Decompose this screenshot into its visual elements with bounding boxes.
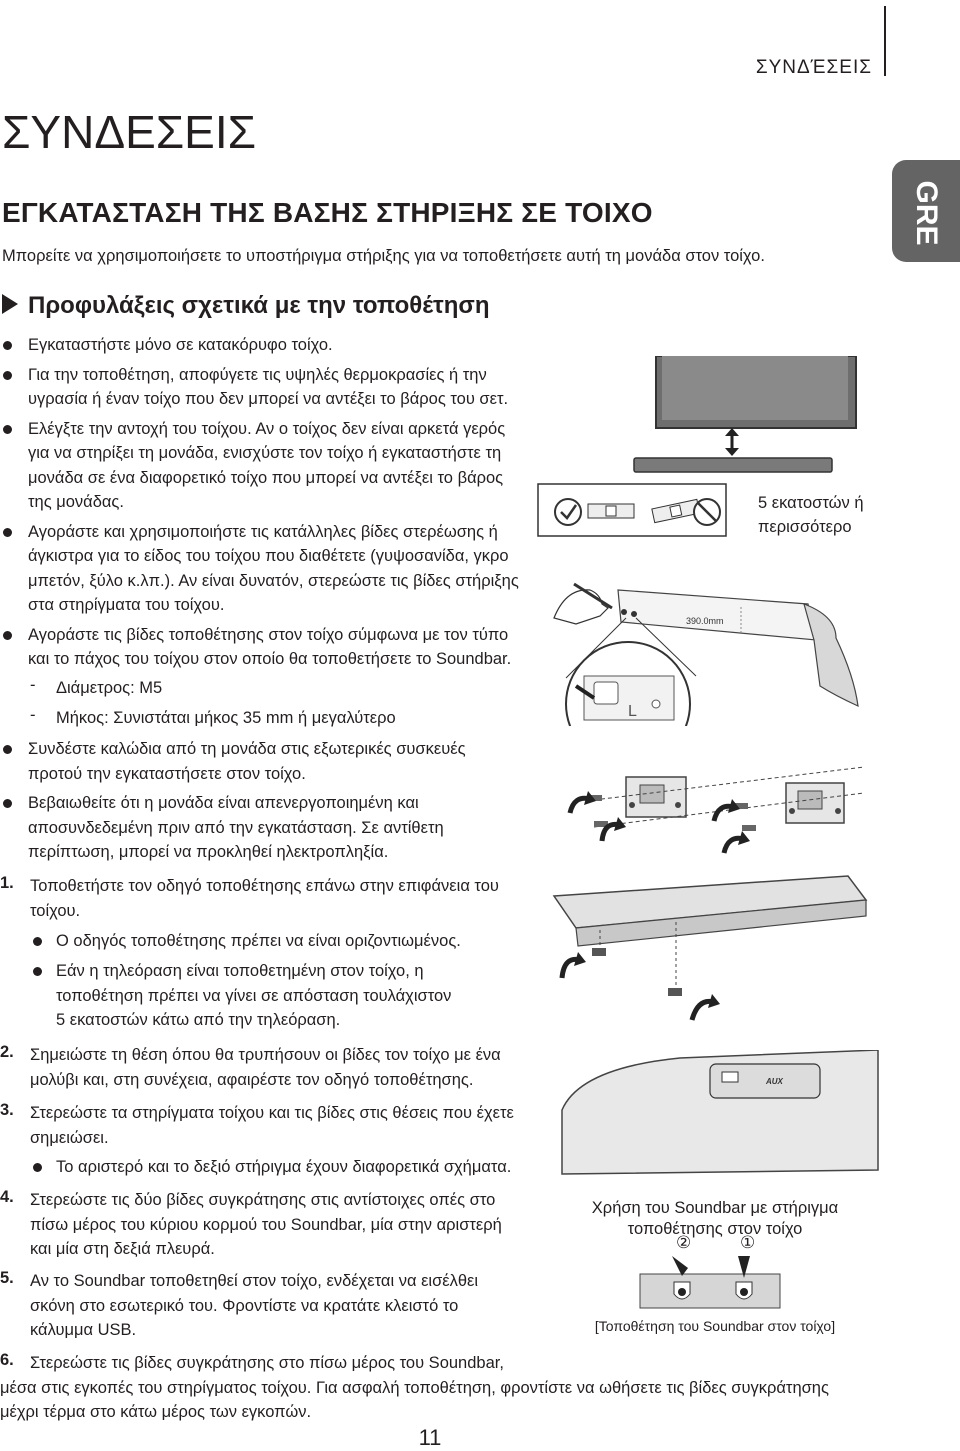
svg-text:390.0mm: 390.0mm: [686, 616, 724, 626]
bullet-dot-icon: [3, 745, 12, 754]
bullet-dot-icon: [3, 425, 12, 434]
bullet-dot-icon: [33, 937, 42, 946]
usb-cover-illustration: [560, 1050, 880, 1180]
bracket-slot-illustration: [636, 1254, 786, 1312]
bullet-dot-icon: [3, 631, 12, 640]
marker-2: ②: [676, 1233, 692, 1252]
usb-icon: [722, 1072, 738, 1082]
right-bracket-icon: [786, 783, 844, 823]
step-3: 3. Στερεώστε τα στηρίγματα τοίχου και τις βίδες στις θέσεις που έχετε σημειώσει.: [0, 1101, 514, 1147]
precautions-title: Προφυλάξεις σχετικά με την τοποθέτηση: [28, 292, 490, 319]
dash-item: - Διάμετρος: M5: [30, 676, 163, 697]
step-1-sub: Ο οδηγός τοποθέτησης πρέπει να είναι οριζοντιωμένος.: [0, 929, 560, 955]
bullet-dot-icon: [33, 1163, 42, 1172]
list-item: Για την τοποθέτηση, αποφύγετε τις υψηλές θερμοκρασίες ή την υγρασία ή έναν τοίχο που δεν μπορεί να αντέξει το βάρος του σετ.: [0, 363, 540, 412]
bullet-dot-icon: [3, 799, 12, 808]
bullet-dot-icon: [3, 371, 12, 380]
bullet-dot-icon: [3, 341, 12, 350]
rotate-arrow-icon: [562, 952, 720, 1020]
bullet-dot-icon: [33, 967, 42, 976]
triangle-bullet-icon: [2, 294, 18, 314]
distance-label: 5 εκατοστών ή περισσότερο: [758, 494, 864, 536]
pointer-arrow-icon: [672, 1256, 688, 1276]
list-item: Αγοράστε και χρησιμοποιήστε τις κατάλληλες βίδες στερέωσης ή άγκιστρα για το είδος του τοίχου που διαθέτετε (γυψοσανίδα, γκρο μπετόν, ξύλο κ.λπ.). Αν είναι δυνατόν, στερεώστε τις βίδες στήριξης στα στηρίγματα του τοίχου.: [0, 520, 540, 618]
page-title: ΣΥΝΔΕΣΕΙΣ: [2, 106, 257, 158]
mounting-guide-sheet: [618, 590, 816, 640]
step-5: 5. Αν το Soundbar τοποθετηθεί στον τοίχο, ενδέχεται να εισέλθει σκόνη στο εσωτερικό του. Φροντίστε να κρατάτε κλειστό το κάλυμμα USB.: [0, 1269, 479, 1339]
level-check-panel: [538, 484, 726, 536]
check-icon: [555, 499, 581, 525]
soundbar-back-illustration: [548, 870, 878, 1060]
soundbar-illustration: [634, 458, 832, 472]
header-divider: [884, 6, 886, 76]
svg-text:L: L: [628, 703, 637, 720]
precautions-list: [0, 333, 540, 672]
step-3-sub: Το αριστερό και το δεξιό στήριγμα έχουν διαφορετικά σχήματα.: [0, 1155, 560, 1181]
step-6: 6. Στερεώστε τις βίδες συγκράτησης στο πίσω μέρος του Soundbar, μέσα στις εγκοπές του στηρίγματος τοίχου. Για ασφαλή τοποθέτηση, φροντίστε να ωθήσετε τις βίδες συγκράτησης μέχρι τέρμα στο κάτω μέρος των εγκοπών.: [0, 1351, 829, 1421]
screw-icon: [592, 948, 682, 996]
precautions-list-2: [0, 737, 540, 865]
step-1: 1. Τοποθετήστε τον οδηγό τοποθέτησης επάνω στην επιφάνεια του τοίχου.: [0, 874, 499, 920]
installation-guide-illustration: [536, 356, 866, 726]
marker-1: ①: [740, 1233, 756, 1252]
distance-arrow-icon: [725, 428, 739, 456]
dash-item: - Μήκος: Συνιστάται μήκος 35 mm ή μεγαλύτερο: [30, 706, 396, 727]
list-item: Συνδέστε καλώδια από τη μονάδα στις εξωτερικές συσκευές προτού την εγκαταστήσετε στον τοίχο.: [0, 737, 540, 786]
svg-text:AUX: AUX: [766, 1077, 783, 1086]
hand-icon: [554, 590, 608, 624]
section-title: ΕΓΚΑΤΑΣΤΑΣΗ ΤΗΣ ΒΑΣΗΣ ΣΤΗΡΙΞΗΣ ΣΕ ΤΟΙΧΟ: [2, 197, 653, 228]
bullet-dot-icon: [3, 528, 12, 537]
screw-icon: [678, 1288, 686, 1296]
screw-icon: [740, 1288, 748, 1296]
list-item: Εγκαταστήστε μόνο σε κατακόρυφο τοίχο.: [0, 333, 540, 358]
figure-sub-caption: [Τοποθέτηση του Soundbar στον τοίχο]: [594, 1318, 836, 1334]
step-2: 2. Σημειώστε τη θέση όπου θα τρυπήσουν οι βίδες τον τοίχο με ένα μολύβι και, στη συνέχεια, αφαιρέστε τον οδηγό τοποθέτησης.: [0, 1043, 501, 1089]
left-bracket-icon: [626, 777, 686, 817]
list-item: Ελέγξτε την αντοχή του τοίχου. Αν ο τοίχος δεν είναι αρκετά γερός για να στηρίξει τη μονάδα, ενισχύστε τον τοίχο ή εγκαταστήστε τη μονάδα σε ένα διαφορετικό τοίχο που μπορεί να αντέξει το βάρος της μονάδας.: [0, 417, 540, 515]
list-item: Βεβαιωθείτε ότι η μονάδα είναι απενεργοποιημένη και αποσυνδεδεμένη πριν από την εγκατάσταση. Σε αντίθετη περίπτωση, μπορεί να προκληθεί ηλεκτροπληξία.: [0, 791, 540, 865]
running-head: ΣΥΝΔΈΣΕΙΣ: [755, 57, 872, 78]
step-4: 4. Στερεώστε τις δύο βίδες συγκράτησης στις αντίστοιχες οπές στο πίσω μέρος του κύριου κορμού του Soundbar, μία στην αριστερή και μία στη δεξιά πλευρά.: [0, 1188, 502, 1258]
guide-curl: [804, 604, 858, 706]
language-tab-label: GRE: [910, 180, 943, 246]
page-number: 11: [418, 1425, 442, 1450]
step-1-sub: Εάν η τηλεόραση είναι τοποθετημένη στον τοίχο, η τοποθέτηση πρέπει να γίνει σε απόσταση τουλάχιστον 5 εκατοστών κάτω από την τηλεόραση.: [0, 959, 560, 1035]
figure-caption: Χρήση του Soundbar με στήριγμα τοποθέτησης στον τοίχο: [591, 1199, 839, 1238]
list-item: Αγοράστε τις βίδες τοποθέτησης στον τοίχο σύμφωνα με τον τύπο και το πάχος του τοίχου στον οποίο θα τοποθετήσετε το Soundbar.: [0, 623, 540, 672]
wall-bracket-illustration: [564, 755, 874, 865]
precautions-heading: [2, 291, 489, 321]
intro-text: Μπορείτε να χρησιμοποιήσετε το υποστήριγμα στήριξης για να τοποθετήσετε αυτή τη μονάδα στον τοίχο.: [2, 247, 765, 265]
